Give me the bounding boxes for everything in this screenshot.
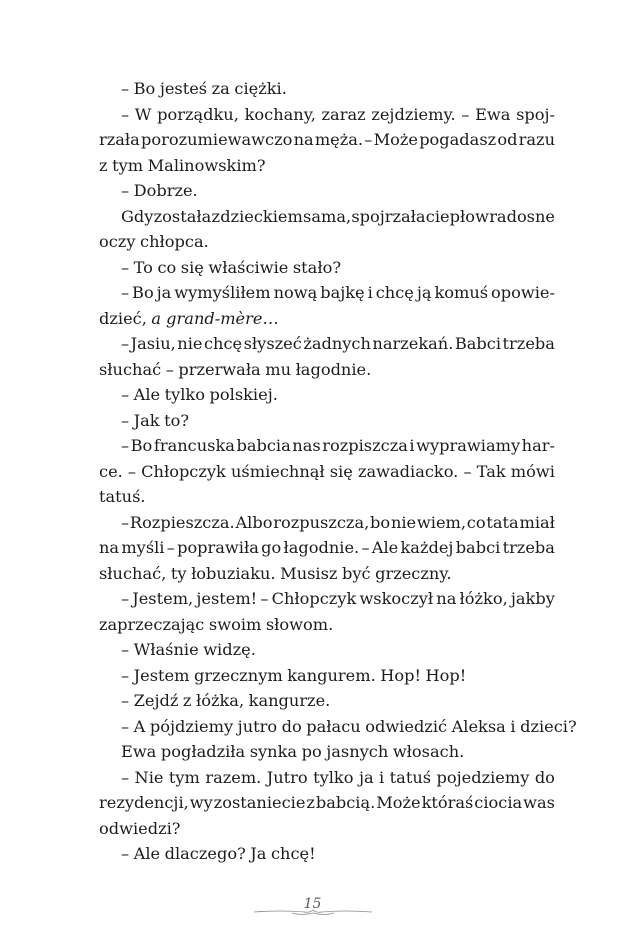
word: – bbox=[121, 257, 130, 277]
word: zaprzeczając bbox=[99, 614, 205, 634]
word: – bbox=[121, 334, 130, 353]
word: porządku, bbox=[157, 104, 239, 124]
word: z bbox=[182, 691, 192, 710]
word: spoj- bbox=[516, 104, 555, 124]
word: ty bbox=[170, 563, 187, 583]
word: poprawiła bbox=[177, 538, 259, 557]
word: z bbox=[99, 155, 108, 175]
word: – bbox=[121, 512, 130, 532]
word: Jestem bbox=[133, 665, 190, 685]
word: łagodnie. bbox=[283, 538, 360, 557]
word: dlaczego? bbox=[164, 844, 246, 863]
word: Bo bbox=[132, 283, 154, 302]
text-line bbox=[99, 229, 555, 255]
word: Tak bbox=[476, 461, 506, 481]
text-line bbox=[99, 408, 555, 434]
word: polskiej. bbox=[209, 385, 278, 404]
text-line bbox=[99, 739, 555, 765]
word: go bbox=[261, 538, 282, 557]
word: razu bbox=[518, 130, 555, 149]
word: tatuś bbox=[389, 767, 432, 787]
text-line bbox=[99, 280, 555, 306]
word: Ale bbox=[133, 385, 161, 404]
text-line bbox=[99, 637, 555, 663]
word: Ale bbox=[371, 538, 399, 557]
word: Ewa bbox=[121, 742, 157, 761]
word: bo bbox=[370, 512, 391, 532]
word: Rozpieszcza. bbox=[129, 512, 235, 532]
word: To bbox=[133, 257, 153, 277]
word: do bbox=[281, 716, 302, 736]
word: – bbox=[121, 385, 130, 404]
word: włosach. bbox=[392, 742, 465, 761]
word: Właśnie bbox=[133, 640, 199, 659]
word: – bbox=[121, 589, 130, 608]
word: i bbox=[409, 436, 415, 455]
word: rezydencji, bbox=[99, 793, 189, 812]
word: i bbox=[510, 716, 516, 736]
word: na bbox=[436, 589, 457, 608]
word: Aleksa bbox=[451, 716, 506, 736]
word: porozumiewawczo bbox=[141, 130, 293, 149]
word: – bbox=[165, 359, 174, 379]
word: tym bbox=[168, 767, 200, 787]
word: od bbox=[497, 130, 518, 149]
word: – bbox=[166, 538, 175, 557]
word: wyprawiamy bbox=[416, 436, 521, 455]
word: się bbox=[329, 461, 353, 481]
word: Ale bbox=[133, 844, 161, 863]
word: W bbox=[134, 104, 152, 124]
word: wiem, bbox=[416, 512, 467, 532]
word: trzeba bbox=[502, 334, 555, 353]
word: – bbox=[121, 691, 130, 710]
word: rozpiszcza bbox=[322, 436, 408, 455]
text-line bbox=[99, 357, 555, 383]
word: rzała bbox=[99, 130, 140, 149]
word: kangurze. bbox=[248, 691, 331, 710]
text-line bbox=[99, 688, 555, 714]
text-line bbox=[99, 816, 555, 842]
word: grzecznym bbox=[193, 665, 283, 685]
word: A bbox=[133, 716, 146, 736]
word: Hop! bbox=[380, 665, 421, 685]
word: tym bbox=[112, 155, 144, 175]
word: francuska bbox=[153, 436, 235, 455]
word: i bbox=[379, 767, 385, 787]
text-line bbox=[99, 331, 555, 357]
text-line bbox=[99, 586, 555, 612]
body-text bbox=[99, 76, 577, 867]
word: – bbox=[127, 461, 137, 481]
word: nie bbox=[177, 334, 203, 353]
word: Gdy bbox=[121, 206, 154, 226]
word: Malinowskim? bbox=[147, 155, 266, 175]
text-line bbox=[99, 127, 555, 153]
word: jasnych bbox=[326, 742, 389, 761]
word: Bo bbox=[130, 436, 153, 455]
word: Dobrze. bbox=[133, 181, 198, 200]
text-line bbox=[99, 510, 555, 536]
word: tylko bbox=[164, 385, 205, 404]
word: rozpuszcza, bbox=[273, 512, 370, 532]
word: co bbox=[466, 512, 486, 532]
word: – bbox=[121, 767, 130, 787]
word: miał bbox=[519, 512, 555, 532]
word: stało? bbox=[292, 257, 341, 277]
text-line bbox=[99, 714, 577, 740]
text-line bbox=[99, 841, 555, 867]
text-line bbox=[99, 484, 555, 510]
word: słyszeć bbox=[243, 334, 302, 353]
text-line bbox=[99, 306, 555, 332]
italic-phrase: a grand-mère… bbox=[151, 308, 279, 328]
word: pogładziła bbox=[160, 742, 246, 761]
word: widzę. bbox=[203, 640, 256, 659]
word: chcę! bbox=[270, 844, 316, 863]
word: – bbox=[121, 181, 130, 200]
word: Nie bbox=[134, 767, 164, 787]
word: łóżko, bbox=[459, 589, 508, 608]
word: Może bbox=[373, 130, 418, 149]
word: – bbox=[121, 844, 130, 863]
word: chcę bbox=[375, 283, 414, 302]
text-line bbox=[99, 102, 555, 128]
flourish-ornament-icon bbox=[252, 905, 374, 917]
word: zawadiacko. bbox=[357, 461, 459, 481]
word: – bbox=[121, 79, 130, 98]
word: jakby bbox=[510, 589, 555, 608]
word: Jak bbox=[133, 410, 160, 430]
text-line bbox=[99, 765, 555, 791]
word: mu bbox=[265, 359, 292, 379]
word: sama, bbox=[303, 206, 352, 226]
word: odwiedzi? bbox=[99, 818, 181, 838]
word: wy bbox=[189, 793, 213, 812]
word: Ja bbox=[250, 844, 267, 863]
word: Zejdź bbox=[133, 691, 179, 710]
word: słowom. bbox=[265, 614, 334, 634]
word: być bbox=[341, 563, 371, 583]
word: opowie- bbox=[491, 283, 555, 302]
word: pójdziemy bbox=[149, 716, 234, 736]
word: trzeba bbox=[502, 538, 555, 557]
text-line bbox=[99, 433, 555, 459]
word: pałacu bbox=[306, 716, 361, 736]
word: zaraz bbox=[321, 104, 366, 124]
word: synka bbox=[249, 742, 298, 761]
word: do bbox=[534, 767, 555, 787]
word: jestem! bbox=[196, 589, 258, 608]
word: – bbox=[121, 410, 130, 430]
word: przerwała bbox=[178, 359, 261, 379]
word: na bbox=[99, 538, 120, 557]
word: pojedziemy bbox=[436, 767, 530, 787]
text-line bbox=[99, 153, 555, 179]
word: Jasiu, bbox=[130, 334, 176, 353]
word: grzeczny. bbox=[375, 563, 452, 583]
word: zostaniecie bbox=[213, 793, 306, 812]
word: Albo bbox=[235, 512, 273, 532]
word: jesteś bbox=[159, 79, 208, 98]
word: Jestem, bbox=[132, 589, 194, 608]
word: babcia bbox=[236, 436, 291, 455]
word: odwiedzić bbox=[365, 716, 448, 736]
word: – bbox=[461, 104, 470, 124]
word: Hop! bbox=[425, 665, 467, 685]
word: – bbox=[364, 130, 373, 149]
word: łóżka, bbox=[195, 691, 245, 710]
word: oczy bbox=[99, 232, 136, 251]
word: Chłopczyk bbox=[271, 589, 357, 608]
word: razem. bbox=[205, 767, 262, 787]
word: Chłopczyk bbox=[141, 461, 226, 481]
text-line bbox=[99, 178, 555, 204]
word: dzieć, bbox=[99, 308, 147, 328]
word: męża. bbox=[314, 130, 364, 149]
word: – bbox=[121, 716, 130, 736]
word: ja bbox=[358, 767, 374, 787]
word: tata bbox=[486, 512, 519, 532]
word: łagodnie. bbox=[295, 359, 372, 379]
word: i bbox=[367, 283, 373, 302]
word: co bbox=[157, 257, 177, 277]
word: się bbox=[180, 257, 204, 277]
word: po bbox=[301, 742, 322, 761]
word: właściwie bbox=[208, 257, 289, 277]
word: chcę bbox=[203, 334, 243, 353]
word: – bbox=[463, 461, 472, 481]
word: w bbox=[475, 206, 489, 226]
word: z bbox=[211, 206, 220, 226]
word: nową bbox=[273, 283, 318, 302]
word: Musisz bbox=[280, 563, 338, 583]
word: – bbox=[121, 665, 130, 685]
word: ciężki. bbox=[234, 79, 287, 98]
word: słuchać, bbox=[99, 563, 167, 583]
page-number: 15 bbox=[303, 896, 322, 912]
word: spojrzała bbox=[351, 206, 426, 226]
word: – bbox=[361, 538, 370, 557]
word: Babci bbox=[454, 334, 502, 353]
text-line bbox=[99, 382, 555, 408]
word: ja bbox=[156, 283, 172, 302]
word: Ewa bbox=[475, 104, 511, 124]
word: myśli bbox=[121, 538, 165, 557]
word: za bbox=[211, 79, 230, 98]
word: dzieckiem bbox=[220, 206, 303, 226]
word: żadnych bbox=[303, 334, 371, 353]
word: – bbox=[121, 640, 130, 659]
word: mówi bbox=[510, 461, 555, 481]
word: swoim bbox=[208, 614, 262, 634]
text-line bbox=[99, 204, 555, 230]
text-line bbox=[99, 535, 555, 561]
word: dzieci? bbox=[520, 716, 577, 736]
word: jutro bbox=[237, 716, 278, 736]
word: wskoczył bbox=[359, 589, 434, 608]
word: z bbox=[306, 793, 315, 812]
word: ciocia bbox=[474, 793, 523, 812]
text-line bbox=[99, 459, 555, 485]
word: chłopca. bbox=[140, 232, 209, 251]
word: babcią. bbox=[315, 793, 376, 812]
word: ciepło bbox=[425, 206, 475, 226]
word: kochany, bbox=[244, 104, 316, 124]
word: – bbox=[260, 589, 269, 608]
word: to? bbox=[164, 410, 190, 430]
text-line bbox=[99, 663, 555, 689]
word: łobuziaku. bbox=[191, 563, 276, 583]
word: radosne bbox=[489, 206, 555, 226]
word: bajkę bbox=[320, 283, 365, 302]
word: tatuś. bbox=[99, 487, 146, 506]
word: babci bbox=[455, 538, 501, 557]
word: – bbox=[121, 283, 130, 302]
word: któraś bbox=[421, 793, 474, 812]
word: nas bbox=[292, 436, 321, 455]
word: narzekań. bbox=[372, 334, 454, 353]
word: tylko bbox=[313, 767, 354, 787]
word: uśmiechnął bbox=[230, 461, 325, 481]
word: kangurem. bbox=[287, 665, 376, 685]
word: was bbox=[523, 793, 555, 812]
word: Jutro bbox=[266, 767, 308, 787]
word: słuchać bbox=[99, 359, 162, 379]
word: każdej bbox=[400, 538, 454, 557]
word: ce. bbox=[99, 461, 123, 481]
text-line bbox=[99, 612, 555, 638]
word: została bbox=[153, 206, 212, 226]
word: nie bbox=[390, 512, 417, 532]
word: pogadasz bbox=[419, 130, 497, 149]
word: Bo bbox=[133, 79, 156, 98]
word: – bbox=[121, 436, 130, 455]
word: – bbox=[121, 104, 130, 124]
text-line bbox=[99, 76, 555, 102]
word: wymyśliłem bbox=[174, 283, 271, 302]
text-line bbox=[99, 790, 555, 816]
word: komuś bbox=[434, 283, 489, 302]
word: Może bbox=[376, 793, 421, 812]
word: na bbox=[293, 130, 314, 149]
text-line bbox=[99, 561, 555, 587]
text-line bbox=[99, 255, 555, 281]
word: ją bbox=[416, 283, 432, 302]
word: zejdziemy. bbox=[371, 104, 456, 124]
word: har- bbox=[521, 436, 555, 455]
